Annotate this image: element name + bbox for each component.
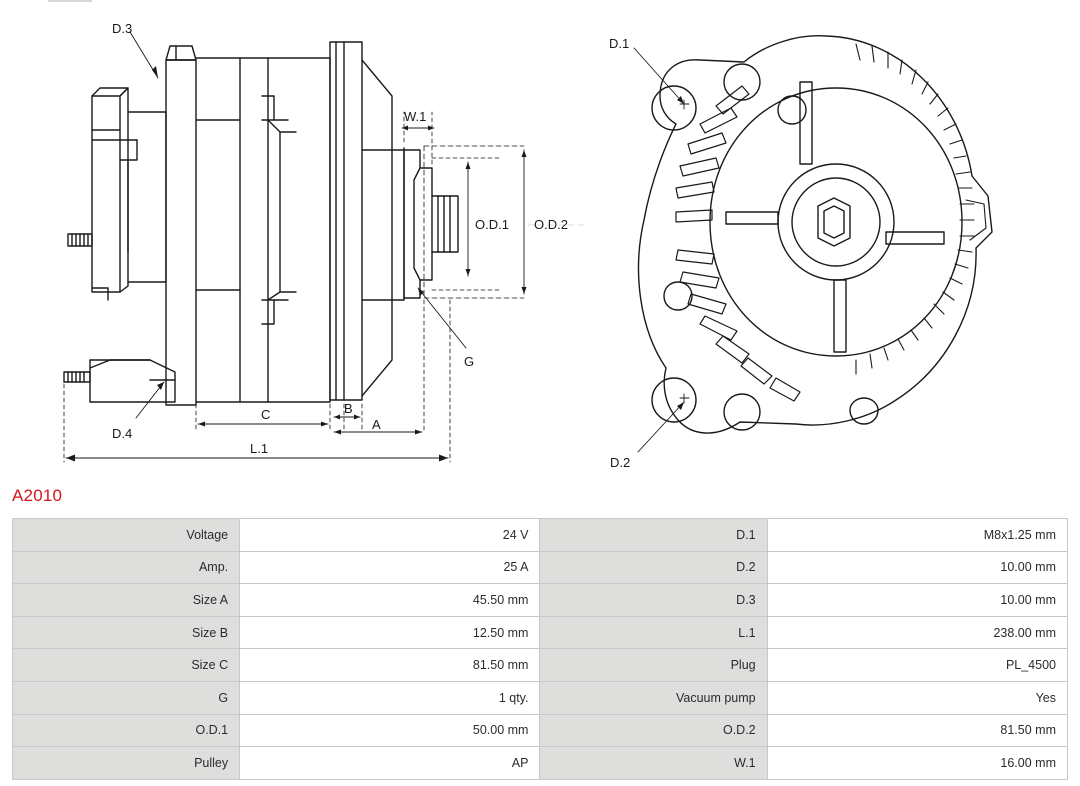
spec-value: 81.50 mm xyxy=(240,649,540,682)
table-row xyxy=(13,616,1068,649)
spec-value: AP xyxy=(240,747,540,780)
label-c: C xyxy=(261,407,271,422)
spec-value: Yes xyxy=(767,681,1067,714)
spec-value: 10.00 mm xyxy=(767,584,1067,617)
spec-label: Amp. xyxy=(13,551,240,584)
spec-label: Size C xyxy=(13,649,240,682)
label-g: G xyxy=(464,354,475,369)
label-w1: W.1 xyxy=(404,109,427,124)
label-a: A xyxy=(372,417,381,432)
table-row xyxy=(13,747,1068,780)
spec-label: Size B xyxy=(13,616,240,649)
spec-label: W.1 xyxy=(540,747,767,780)
spec-label: Pulley xyxy=(13,747,240,780)
spec-value: 238.00 mm xyxy=(767,616,1067,649)
label-b: B xyxy=(344,401,353,416)
label-d4: D.4 xyxy=(112,426,133,441)
front-view-group xyxy=(634,36,992,452)
spec-label: Size A xyxy=(13,584,240,617)
spec-label: D.2 xyxy=(540,551,767,584)
spec-value: 45.50 mm xyxy=(240,584,540,617)
spec-value: M8x1.25 mm xyxy=(767,519,1067,552)
spec-label: Voltage xyxy=(13,519,240,552)
table-row xyxy=(13,681,1068,714)
spec-label: G xyxy=(13,681,240,714)
spec-value: 12.50 mm xyxy=(240,616,540,649)
spec-value: 1 qty. xyxy=(240,681,540,714)
label-d1: D.1 xyxy=(609,36,630,51)
spec-label: O.D.2 xyxy=(540,714,767,747)
spec-label: Plug xyxy=(540,649,767,682)
table-row xyxy=(13,714,1068,747)
table-row xyxy=(13,649,1068,682)
side-view-group xyxy=(64,32,584,462)
label-od2: O.D.2 xyxy=(534,217,568,232)
table-row xyxy=(13,551,1068,584)
label-l1: L.1 xyxy=(250,441,269,456)
spec-value: 24 V xyxy=(240,519,540,552)
spec-label: Vacuum pump xyxy=(540,681,767,714)
label-d2: D.2 xyxy=(610,455,631,470)
table-row xyxy=(13,584,1068,617)
spec-table-body xyxy=(13,519,1068,780)
specifications-table xyxy=(12,518,1068,780)
table-row xyxy=(13,519,1068,552)
spec-value: 50.00 mm xyxy=(240,714,540,747)
spec-label: L.1 xyxy=(540,616,767,649)
spec-value: 16.00 mm xyxy=(767,747,1067,780)
spec-value: 10.00 mm xyxy=(767,551,1067,584)
spec-label: D.3 xyxy=(540,584,767,617)
spec-label: D.1 xyxy=(540,519,767,552)
label-od1: O.D.1 xyxy=(475,217,509,232)
spec-label: O.D.1 xyxy=(13,714,240,747)
spec-value: 25 A xyxy=(240,551,540,584)
spec-value: 81.50 mm xyxy=(767,714,1067,747)
part-number: A2010 xyxy=(12,486,63,505)
label-d3: D.3 xyxy=(112,21,133,36)
spec-value: PL_4500 xyxy=(767,649,1067,682)
